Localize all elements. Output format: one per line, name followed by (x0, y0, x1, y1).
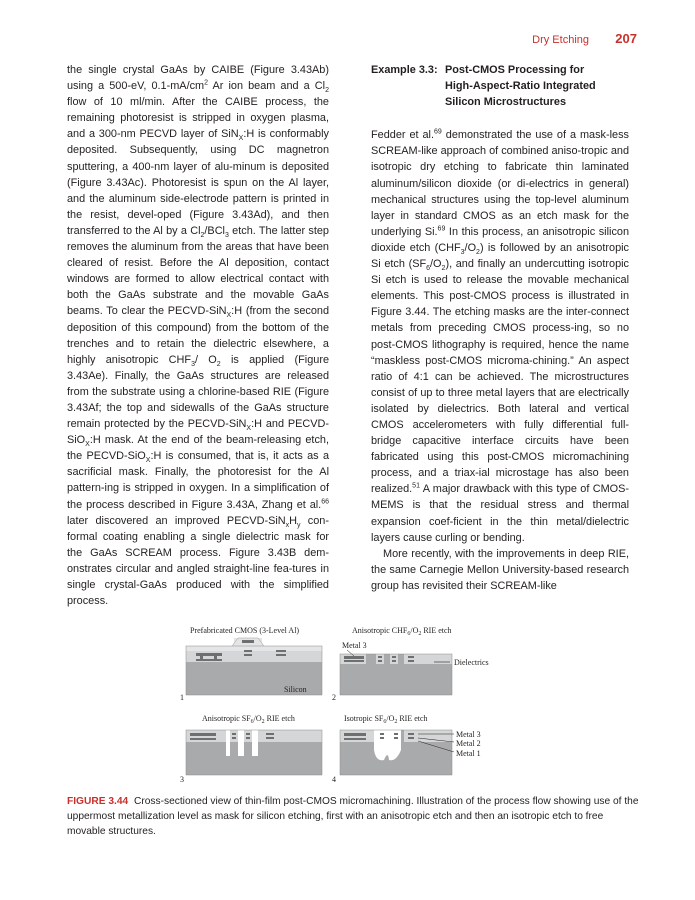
text-run: 2 (325, 87, 329, 95)
panel1-label: Prefabricated CMOS (3-Level Al) (190, 626, 300, 635)
text-run: 3 (191, 360, 195, 368)
text-run: demonstrated the use of a mask-less SCREAM-like approach of combined aniso-tropic and isotropic dry etching to fabricate thin laminated aluminum/silicon dioxide (or di-electrics in general) mechanical structures using the top-level aluminum layer in standard CMOS as an etch mask for the underlying Si. (371, 129, 629, 238)
text-run: In this process, an anisotropic silicon dioxide etch (CHF (371, 225, 629, 254)
text-run: A major drawback with this type of CMOS-MEMS is that the residual stress and thermal expansion coef-ficient in the thin metal/dielectric layers cause curling or bending. (371, 483, 629, 544)
text-run: Ar ion beam and a Cl (208, 80, 326, 93)
left-column (67, 62, 329, 609)
text-run: X (226, 312, 232, 320)
text-run: :H is conformably deposited. Subsequently, using DC magnetron sputtering, a 400-nm layer of alu-minum is deposited (Figure 3.43Ac). Photoresist is spun on the Al layer, and the aluminum side-electrode pattern is printed in the resist, devel-oped (Figure 3.43Ad), and then transferred to the Al by a Cl (67, 128, 329, 237)
text-run: :H and PECVD-SiO (67, 418, 329, 447)
paragraph (371, 546, 629, 594)
text-run: More recently, with the improvements in deep RIE, the same Carnegie Mellon University-based research group has revisited their SCREAM-like (371, 547, 629, 592)
silicon-label: Silicon (284, 685, 307, 694)
step-number: 4 (332, 775, 336, 784)
text-run: etch. The latter step removes the aluminum from the areas that have been cleared of resist. Before the Al deposition, contact windows are formed to allow electrical contact with both the GaAs substrate and the movable GaAs beams. To clear the PECVD-SiN (67, 224, 329, 318)
text-run: 69 (434, 128, 442, 136)
paragraph (67, 62, 329, 609)
text-run: X (145, 457, 151, 465)
example-heading (371, 62, 629, 110)
text-run: X (238, 135, 244, 143)
text-run: :H mask. At the end of the beam-releasing etch, the PECVD-SiO (67, 434, 329, 463)
text-run: X (246, 425, 252, 433)
process-flow-diagram (172, 620, 522, 790)
panel3-label: Anisotropic $SF_6/O_2$ RIE etch (202, 714, 295, 725)
text-run: 2 (476, 249, 480, 257)
text-run: the single crystal GaAs by CAIBE (Figure 3.43Ab) using a 500-eV, 0.1-mA/cm (67, 64, 329, 93)
metal1-label: Metal 1 (456, 749, 481, 758)
text-run: /O (430, 258, 442, 271)
example-title-line: Silicon Microstructures (445, 96, 567, 109)
metal2-label: Metal 2 (456, 739, 481, 748)
step-number: 3 (180, 775, 184, 784)
text-run: ) is followed by an anisotropic Si etch (SF (371, 241, 629, 271)
figure-caption (67, 795, 642, 839)
text-run: / O (194, 353, 217, 366)
text-run: y (297, 521, 301, 529)
panel4-cross-section (340, 730, 454, 775)
paragraph (371, 127, 629, 545)
text-run: 3 (224, 232, 229, 240)
text-run: flow of 10 ml/min. After the CAIBE process, the remaining photoresist is stripped in oxygen plasma, and a 300-nm PECVD layer of SiN (67, 96, 329, 141)
example-title-line: High-Aspect-Ratio Integrated (445, 80, 596, 93)
caption-text: Cross-sectioned view of thin-film post-CMOS micromachining. Illustration of the process flow showing use of the uppermost metallization level as mask for silicon etching, first with an anisotropic etch and then an isotropic etch to free movable structures. (67, 796, 639, 837)
text-run: 51 (412, 482, 420, 490)
text-run: 2 (200, 232, 205, 240)
text-run: /BCl (204, 224, 225, 237)
running-head: Dry Etching (532, 34, 589, 46)
page-number: 207 (615, 31, 637, 46)
page-header (0, 30, 695, 50)
step-number: 1 (180, 693, 184, 702)
figure-3-44 (172, 620, 522, 790)
caption-label: FIGURE 3.44 (67, 796, 129, 807)
text-run: 2 (216, 360, 221, 368)
text-run: /O (464, 241, 477, 254)
text-run: 3 (460, 249, 465, 257)
text-run: later discovered an improved PECVD-SiN (67, 514, 286, 527)
text-run: H (289, 514, 298, 527)
panel4-label: Isotropic $SF_6/O_2$ RIE etch (344, 714, 428, 725)
text-run: ), and finally an undercutting isotropic Si etch is used to release the movable mechanical elements. This post-CMOS process is illustrated in Figure 3.44. The etching masks are the inter-connect metals from preceding CMOS process-ing, so no post-CMOS lithography is required, hence the name “maskless post-CMOS microma-chining.” An aspect ratio of 4:1 can be achieved. The microstructures consist of up to three metal layers that are electrically isolated by dielectrics. Both lateral and vertical CMOS accelerometers with fully differential full-bridge capacitive interface circuits have been fabricated using this post-CMOS micromachining process, and a triax-ial microstage has also been realized. (371, 258, 629, 496)
metal3-label: Metal 3 (456, 730, 481, 739)
step-number: 2 (332, 693, 336, 702)
right-column (371, 62, 629, 594)
text-run: :H (from the second deposition of this compound) from the bottom of the trenches and to retain the dielectric elsewhere, a highly anisotropic CHF (67, 305, 330, 366)
text-run: x (285, 521, 290, 529)
example-title-line: Post-CMOS Processing for (445, 64, 585, 76)
text-run: con-formal coating enabling a single dielectric mask for the GaAs SCREAM process. Figure 3.43B dem-onstrates circular and angled straight-line fea-tures in single crystal-GaAs produced with the simplified process. (67, 514, 329, 608)
text-run: 2 (441, 265, 446, 273)
text-run: Fedder et al. (371, 129, 435, 142)
text-run: 66 (321, 497, 329, 505)
text-run: 2 (204, 79, 209, 87)
panel2-label: Anisotropic $CHF_6/O_2$ RIE etch (352, 626, 452, 637)
panel3-cross-section (186, 730, 322, 775)
right-column-body (371, 127, 629, 594)
example-label: Example 3.3: (371, 64, 438, 76)
text-run: 6 (426, 265, 431, 273)
text-run: is applied (Figure 3.43Ae). Finally, the GaAs structures are released from the substrate using a chlorine-based RIE (Figure 3.43Af; the top and sidewalls of the GaAs structure remain protected by the PECVD-SiN (67, 353, 329, 431)
text-run: X (85, 441, 90, 449)
dielectrics-label: Dielectrics (454, 658, 489, 667)
metal3-top-label: Metal 3 (342, 641, 367, 650)
text-run: :H is consumed, that is, it acts as a sacrificial mask. Finally, the photoresist for the Al pattern-ing is stripped in oxygen. In a simplification of the process described in Figure 3.43A, Zhang et al. (67, 450, 329, 511)
panel2-cross-section (340, 650, 452, 695)
text-run: 69 (437, 225, 446, 233)
